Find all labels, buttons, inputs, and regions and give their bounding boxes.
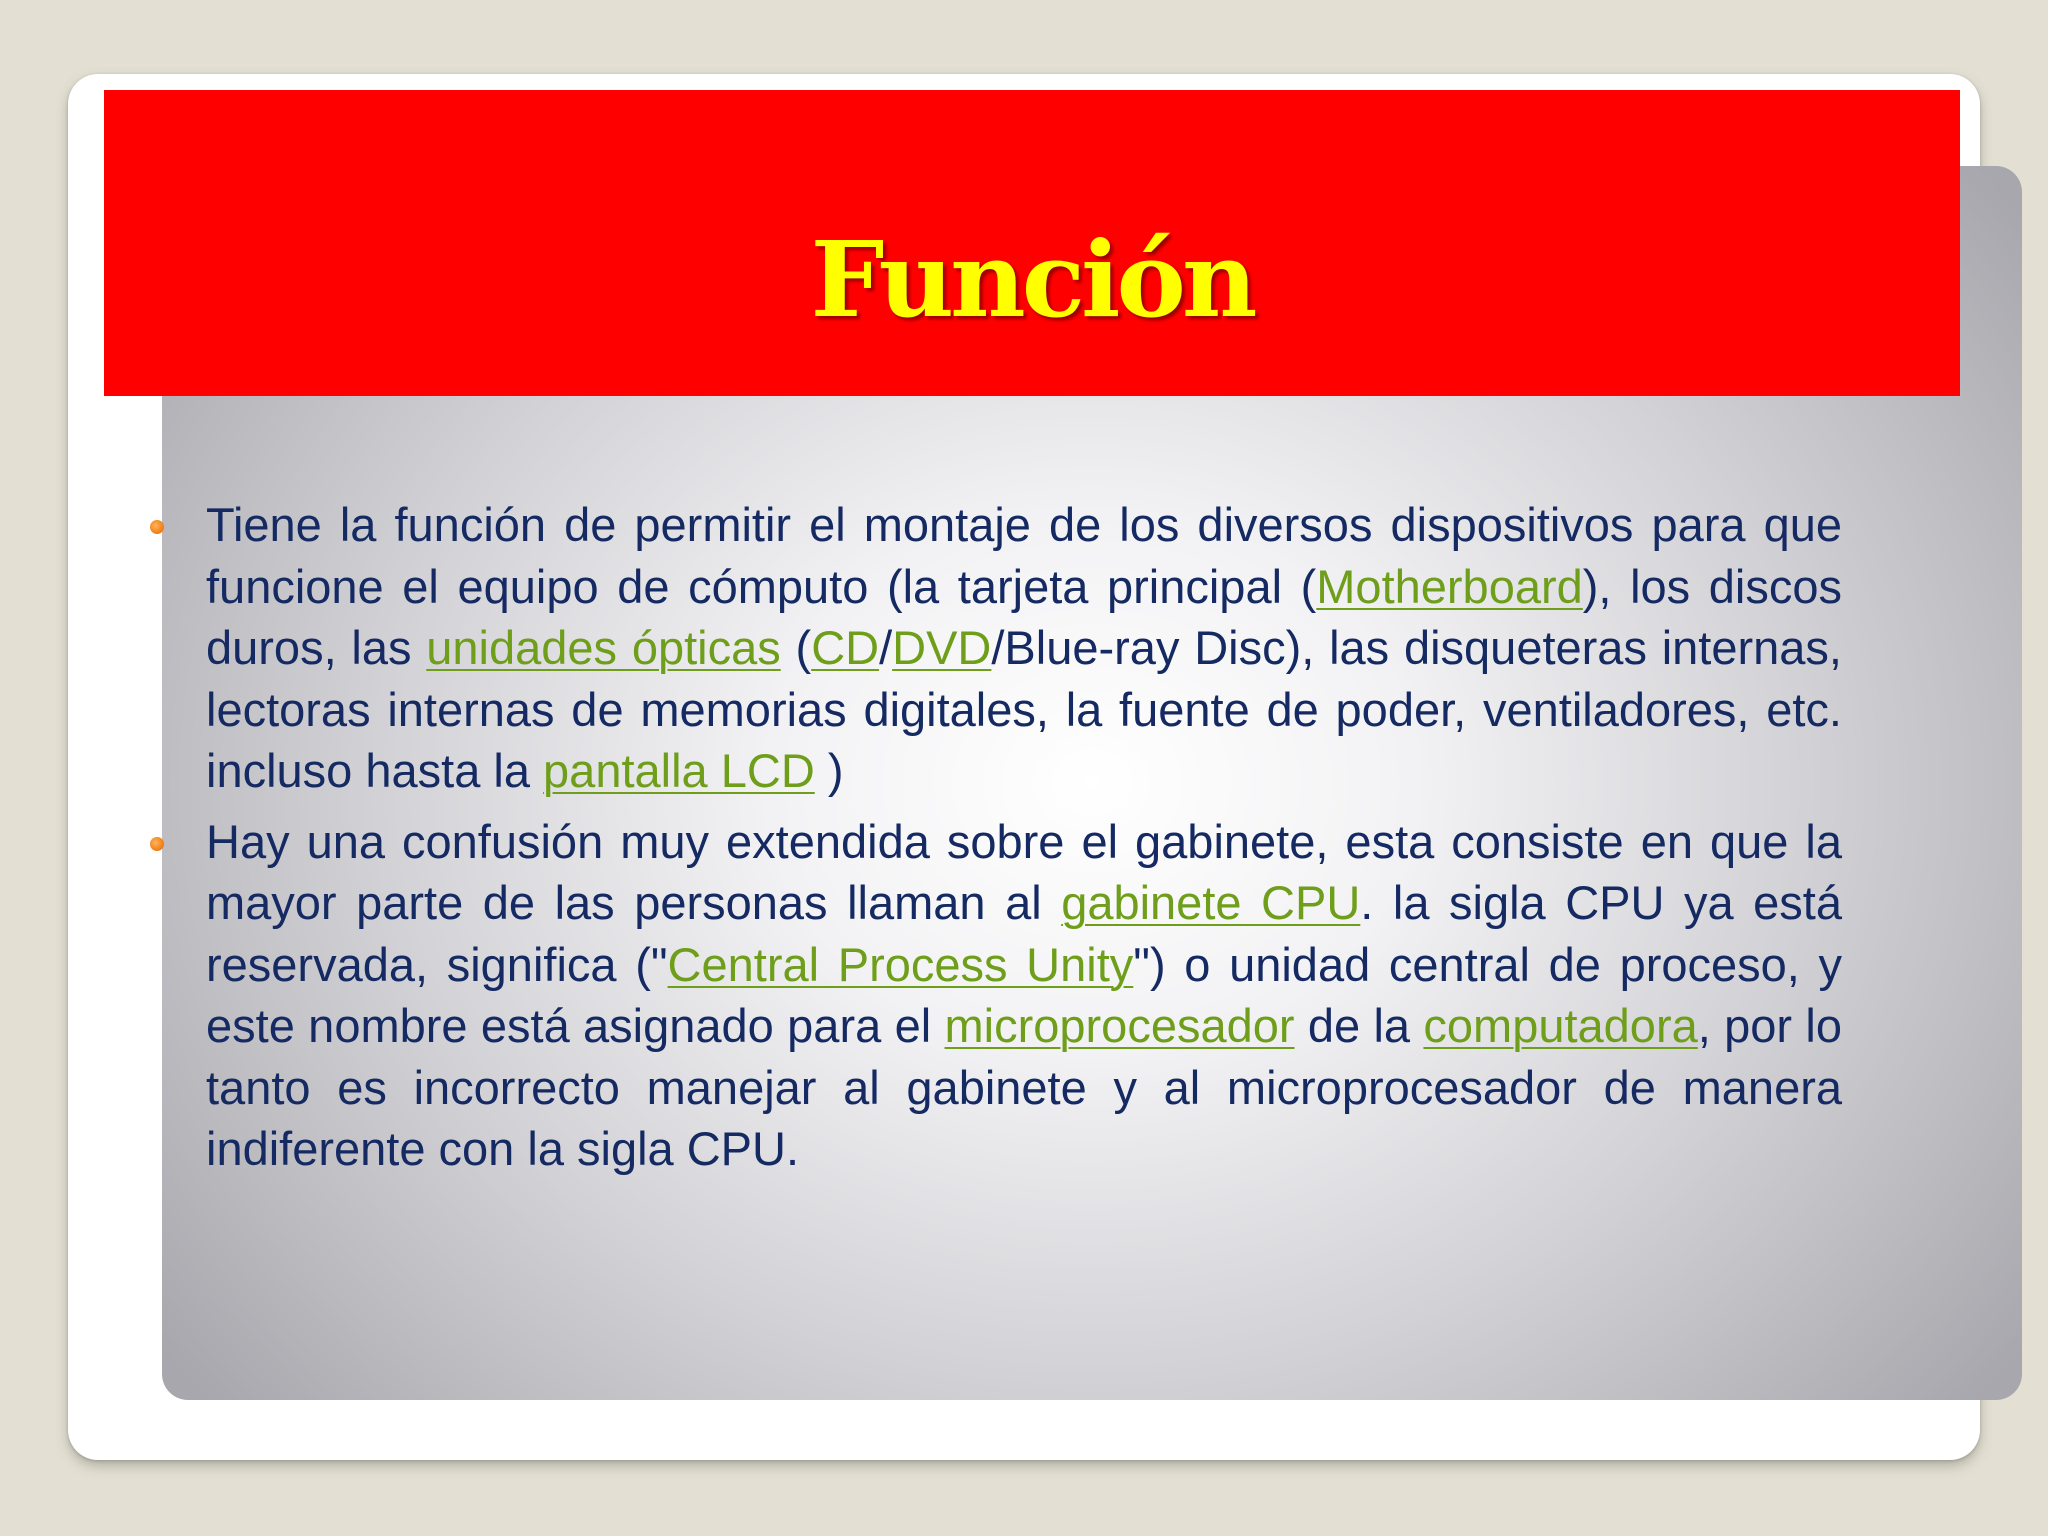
hyperlink[interactable]: Motherboard xyxy=(1316,559,1583,613)
hyperlink[interactable]: gabinete CPU xyxy=(1061,876,1361,929)
hyperlink[interactable]: CD xyxy=(811,621,880,674)
slide-title: Función xyxy=(810,218,1254,341)
bullet-dot-icon xyxy=(150,837,164,851)
hyperlink[interactable]: computadora xyxy=(1423,999,1698,1052)
title-bar xyxy=(104,90,1960,396)
bullet-dot-icon xyxy=(150,520,164,534)
hyperlink[interactable]: Central Process Unity xyxy=(667,937,1134,991)
bullet-text: ) xyxy=(814,744,844,797)
bullet-text: / xyxy=(879,621,893,674)
hyperlink[interactable]: pantalla LCD xyxy=(543,744,815,797)
bullet-text: /Blue-ray Disc), las disqueteras internas, lectoras internas de memorias digitales, la fuente de poder, ventiladores, etc. incluso hasta la xyxy=(206,621,1842,797)
bullet-text: Tiene la función de permitir el montaje de los diversos dispositivos para que funcione el equipo de cómputo (la tarjeta principal ( xyxy=(206,498,1842,613)
bullet-text: ") o unidad central de proceso, y este nombre está asignado para el xyxy=(206,937,1843,1052)
hyperlink[interactable]: microprocesador xyxy=(944,999,1295,1052)
bullet-text: de la xyxy=(1294,999,1424,1052)
bullet-text: , por lo tanto es incorrecto manejar al gabinete y al microprocesador de manera indiferente con la sigla CPU. xyxy=(206,999,1842,1175)
bullet-text: ( xyxy=(780,621,812,674)
hyperlink[interactable]: DVD xyxy=(892,621,992,674)
bullet-text: ), los discos duros, las xyxy=(206,559,1842,674)
hyperlink[interactable]: unidades ópticas xyxy=(426,621,781,674)
bullet-list xyxy=(142,494,1842,1189)
bullet-item xyxy=(142,494,1842,802)
bullet-text: . la sigla CPU ya está reservada, significa (" xyxy=(206,876,1842,991)
bullet-item xyxy=(142,811,1842,1180)
bullet-text: Hay una confusión muy extendida sobre el gabinete, esta consiste en que la mayor parte de las personas llaman al xyxy=(206,814,1842,929)
